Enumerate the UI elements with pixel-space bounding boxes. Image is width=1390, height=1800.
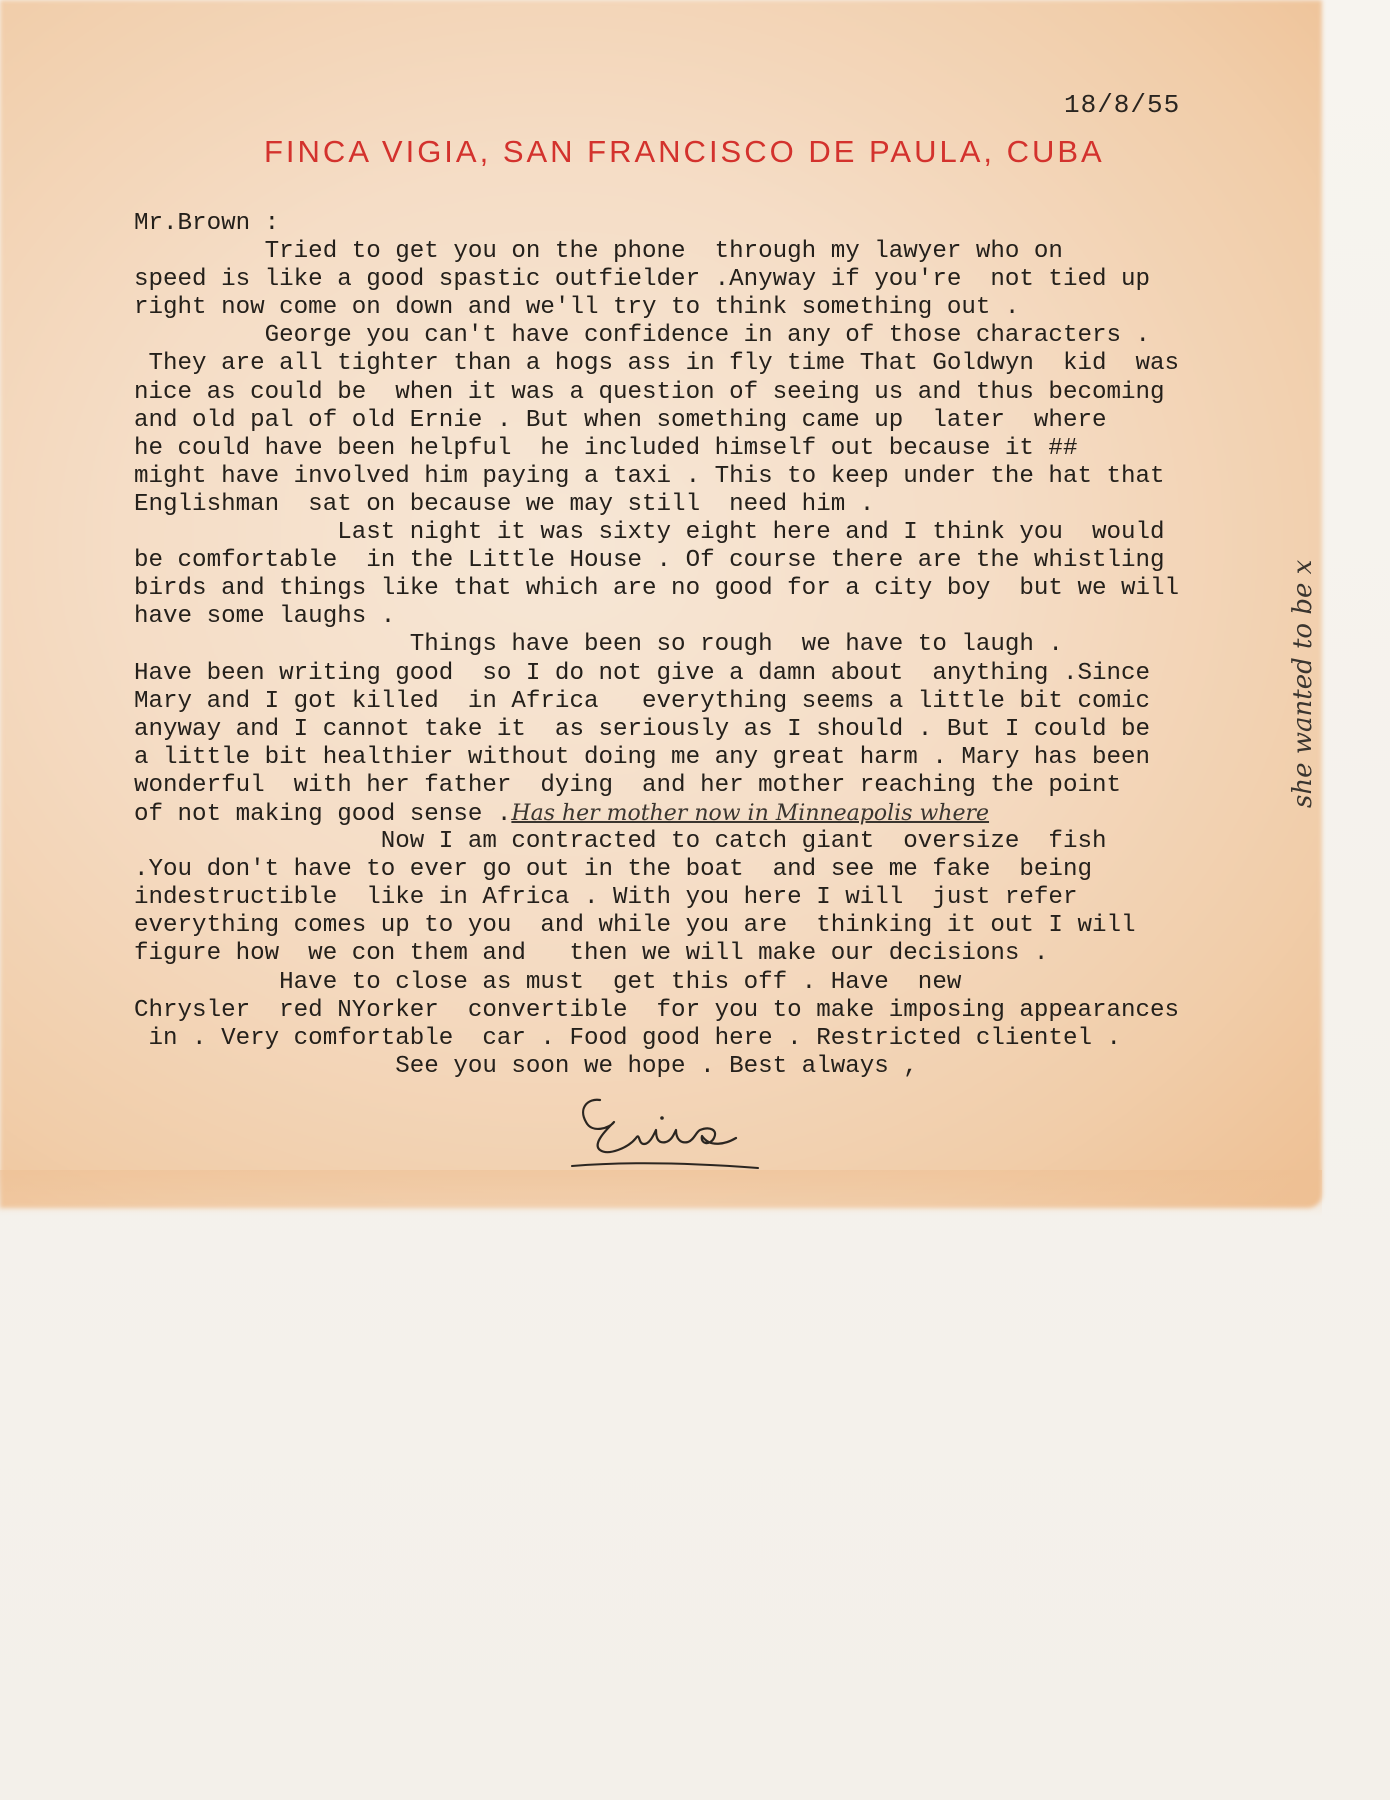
body-line: See you soon we hope . Best always , — [134, 1052, 918, 1080]
body-line: might have involved him paying a taxi . This to keep under the hat that — [134, 462, 1165, 490]
body-line: everything comes up to you and while you are thinking it out I will — [134, 912, 1136, 940]
body-line: Englishman sat on because we may still need him . — [134, 490, 875, 518]
body-line: indestructible like in Africa . With you here I will just refer — [134, 884, 1078, 912]
body-line: Now I am contracted to catch giant oversize fish — [134, 828, 1107, 856]
body-line: in . Very comfortable car . Food good here . Restricted clientel . — [134, 1024, 1122, 1052]
handwritten-margin-note: she wanted to be x — [1288, 559, 1318, 808]
body-line: be comfortable in the Little House . Of course there are the whistling — [134, 547, 1165, 575]
body-line-with-handwriting — [134, 800, 1324, 828]
body-line: Tried to get you on the phone through my lawyer who on — [134, 238, 1063, 266]
body-line: Have to close as must get this off . Have new — [134, 968, 962, 996]
body-line: speed is like a good spastic outfielder .Anyway if you're not tied up — [134, 266, 1151, 294]
salutation: Mr.Brown : — [134, 210, 280, 237]
body-line: birds and things like that which are no good for a city boy but we will — [134, 575, 1180, 603]
stain-edge — [0, 1170, 1322, 1216]
body-line: Last night it was sixty eight here and I think you would — [134, 519, 1165, 547]
body-line-text: of not making good sense . — [134, 800, 512, 828]
signature — [570, 1078, 760, 1174]
body-line: George you can't have confidence in any of those characters . — [134, 322, 1151, 350]
body-line: have some laughs . — [134, 603, 396, 631]
body-line: .You don't have to ever go out in the boat and see me fake being — [134, 856, 1092, 884]
letter-body — [134, 210, 1324, 1081]
body-line: anyway and I cannot take it as seriously as I should . But I could be — [134, 715, 1151, 743]
body-line: wonderful with her father dying and her mother reaching the point — [134, 771, 1122, 799]
letterhead: FINCA VIGIA, SAN FRANCISCO DE PAULA, CUBA — [264, 134, 1105, 169]
body-line: right now come on down and we'll try to think something out . — [134, 294, 1020, 322]
body-line: Have been writing good so I do not give a damn about anything .Since — [134, 659, 1151, 687]
body-line: nice as could be when it was a question of seeing us and thus becoming — [134, 378, 1165, 406]
body-line: Mary and I got killed in Africa everything seems a little bit comic — [134, 687, 1151, 715]
body-line: a little bit healthier without doing me any great harm . Mary has been — [134, 743, 1151, 771]
body-line: Things have been so rough we have to laugh . — [134, 631, 1063, 659]
body-line: They are all tighter than a hogs ass in fly time That Goldwyn kid was — [134, 350, 1180, 378]
body-line: he could have been helpful he included himself out because it ## — [134, 434, 1078, 462]
body-line: Chrysler red NYorker convertible for you to make imposing appearances — [134, 996, 1180, 1024]
body-line: figure how we con them and then we will make our decisions . — [134, 940, 1049, 968]
body-line: and old pal of old Ernie . But when something came up later where — [134, 406, 1107, 434]
letter-date: 18/8/55 — [1064, 90, 1181, 120]
handwritten-inline-note: Has her mother now in Minneapolis where — [511, 800, 990, 826]
